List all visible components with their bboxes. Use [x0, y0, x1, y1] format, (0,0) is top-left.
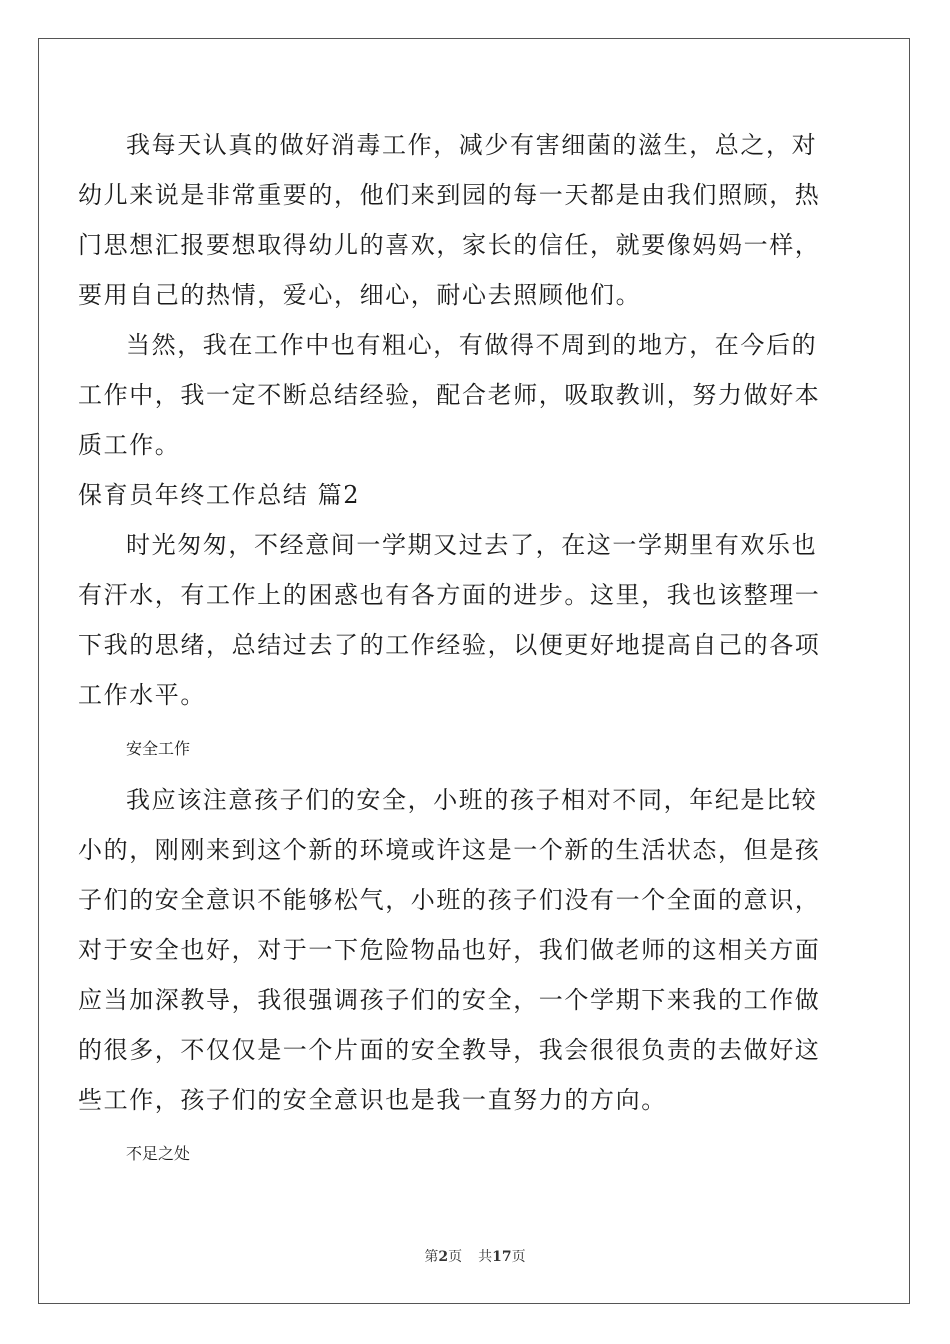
subheading-deficiencies: 不足之处 [126, 1144, 191, 1163]
page-suffix: 页 [448, 1249, 463, 1265]
total-prefix: 共 [478, 1249, 493, 1265]
document-body [78, 120, 838, 1180]
section-heading: 保育员年终工作总结 篇2 [78, 481, 361, 509]
page-number: 2 [438, 1249, 449, 1265]
subheading-safety: 安全工作 [126, 739, 191, 758]
paragraph-safety: 我应该注意孩子们的安全，小班的孩子相对不同，年纪是比较小的，刚刚来到这个新的环境或许这是一个新的生活状态，但是孩子们的安全意识不能够松气，小班的孩子们没有一个全面的意识，对于安全也好，对于一下危险物品也好，我们做老师的这相关方面应当加深教导，我很强调孩子们的安全，一个学期下来我的工作做的很多，不仅仅是一个片面的安全教导，我会很很负责的去做好这些工作，孩子们的安全意识也是我一直努力的方向。 [78, 786, 821, 1114]
total-suffix: 页 [511, 1249, 526, 1265]
paragraph-semester-review: 时光匆匆，不经意间一学期又过去了，在这一学期里有欢乐也有汗水，有工作上的困惑也有各方面的进步。这里，我也该整理一下我的思绪，总结过去了的工作经验，以便更好地提高自己的各项工作水平。 [78, 531, 821, 709]
paragraph-shortcomings-intro: 当然，我在工作中也有粗心，有做得不周到的地方，在今后的工作中，我一定不断总结经验，配合老师，吸取教训，努力做好本质工作。 [78, 331, 821, 459]
paragraph-disinfection: 我每天认真的做好消毒工作，减少有害细菌的滋生，总之，对幼儿来说是非常重要的，他们来到园的每一天都是由我们照顾，热门思想汇报要想取得幼儿的喜欢，家长的信任，就要像妈妈一样，要用自己的热情，爱心，细心，耐心去照顾他们。 [78, 131, 821, 309]
page-footer [0, 1246, 950, 1266]
total-pages: 17 [492, 1249, 512, 1265]
page-prefix: 第 [424, 1249, 439, 1265]
